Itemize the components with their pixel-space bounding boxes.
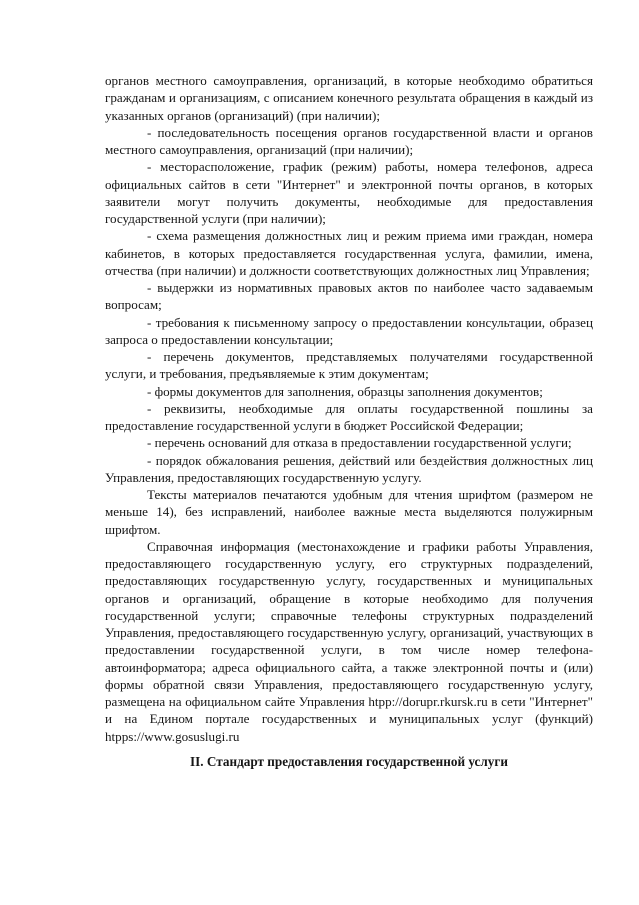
paragraph: Справочная информация (местонахождение и графики работы Управления, предоставляющего государственную услугу, его структурных подразделений, предоставляющих государственную услугу, государственных и муниципальных органов и организаций, обращение в которые необходимо для получения государственной услуги; справочные телефоны структурных подразделений Управления, предоставляющего государственную услугу, организаций, участвующих в предоставлении государственной услуги, в том числе номер телефона-автоинформатора; адреса официального сайта, а также электронной почты и (или) формы обратной связи Управления, предоставляющего государственную услугу, размещена на официальном сайте Управления htpp://dorupr.rkursk.ru в сети "Интернет" и на Едином портале государственных и муниципальных услуг (функций) htpps://www.gosuslugi.ru — [105, 538, 593, 744]
paragraph: органов местного самоуправления, организаций, в которые необходимо обратиться гражданам и организациям, с описанием конечного результата обращения в каждый из указанных органов (организаций) (при наличии); — [105, 73, 593, 123]
body-text — [105, 72, 593, 745]
paragraph: - порядок обжалования решения, действий или бездействия должностных лиц Управления, предоставляющих государственную услугу. — [105, 452, 593, 485]
paragraph: - месторасположение, график (режим) работы, номера телефонов, адреса официальных сайтов в сети "Интернет" и электронной почты органов, в которых заявители могут получить документы, необходимые для предоставления государственной услуги (при наличии); — [105, 159, 593, 226]
paragraph: Тексты материалов печатаются удобным для чтения шрифтом (размером не меньше 14), без исправлений, наиболее важные места выделяются полужирным шрифтом. — [105, 487, 593, 537]
paragraph: - схема размещения должностных лиц и режим приема ими граждан, номера кабинетов, в которых предоставляется государственная услуга, фамилии, имена, отчества (при наличии) и должности соответствующих должностных лиц Управления; — [105, 228, 593, 278]
paragraph: - выдержки из нормативных правовых актов по наиболее часто задаваемым вопросам; — [105, 280, 593, 313]
section-heading: II. Стандарт предоставления государственной услуги — [190, 753, 508, 769]
paragraph: - формы документов для заполнения, образцы заполнения документов; — [147, 383, 543, 399]
paragraph: - реквизиты, необходимые для оплаты государственной пошлины за предоставление государственной услуги в бюджет Российской Федерации; — [105, 400, 593, 433]
paragraph: - требования к письменному запросу о предоставлении консультации, образец запроса о предоставлении консультации; — [105, 314, 593, 347]
paragraph: - перечень документов, представляемых получателями государственной услуги, и требования, предъявляемые к этим документам; — [105, 349, 593, 382]
paragraph: - перечень оснований для отказа в предоставлении государственной услуги; — [147, 435, 572, 451]
paragraph: - последовательность посещения органов государственной власти и органов местного самоуправления, организаций (при наличии); — [105, 124, 593, 157]
